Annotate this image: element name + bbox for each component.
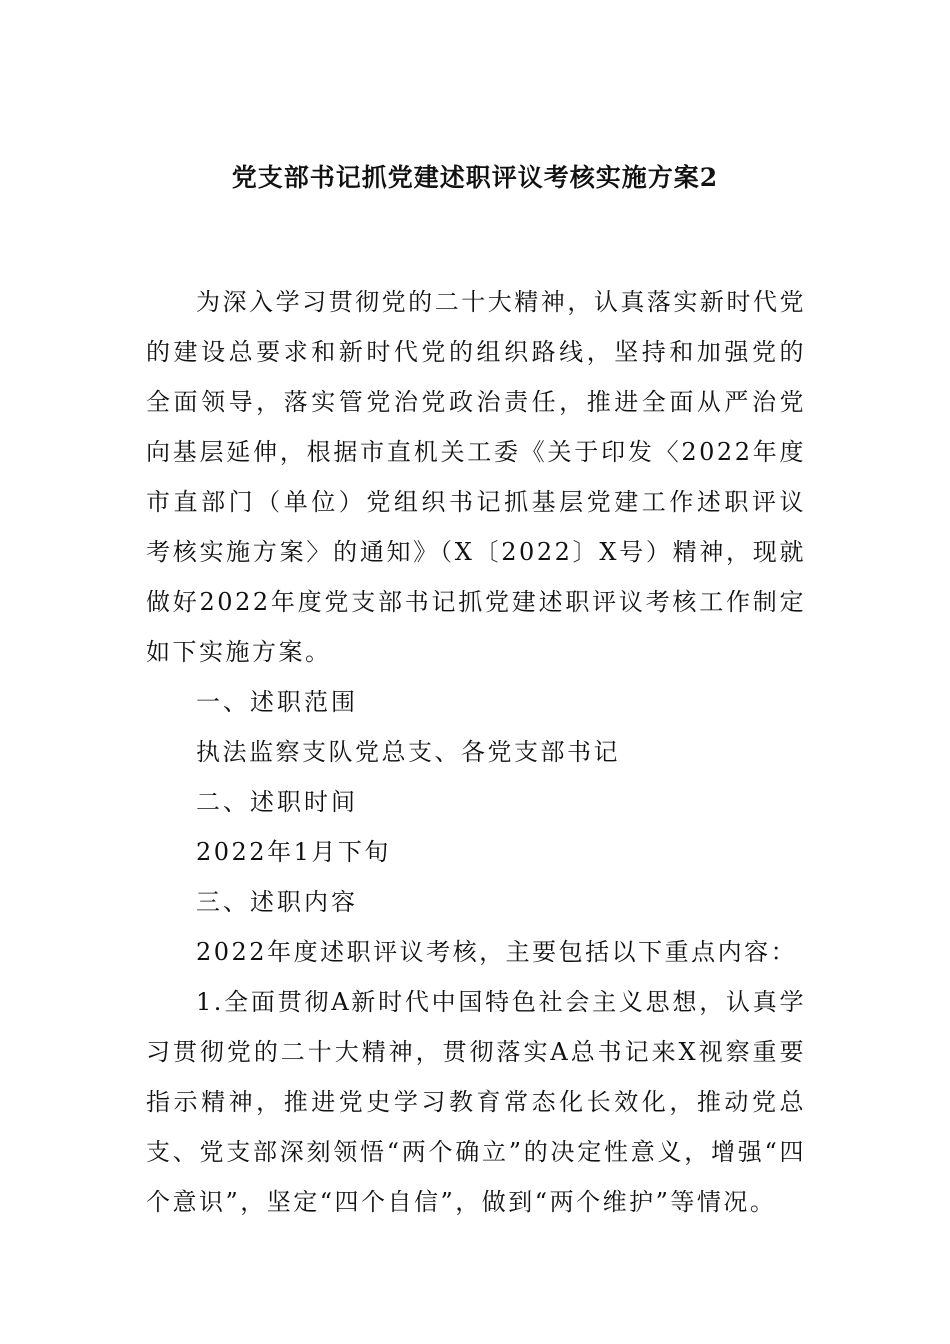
content-intro-paragraph: 2022年度述职评议考核，主要包括以下重点内容： [196,938,798,966]
section-heading-time: 二、述职时间 [196,788,358,816]
document-title: 党支部书记抓党建述职评议考核实施方案2 [231,163,719,192]
document-body [146,277,806,1227]
section-heading-content: 三、述职内容 [196,888,358,916]
section-heading-scope: 一、述职范围 [196,688,358,716]
scope-paragraph: 执法监察支队党总支、各党支部书记 [196,738,620,766]
intro-paragraph: 为深入学习贯彻党的二十大精神，认真落实新时代党的建设总要求和新时代党的组织路线，坚持和加强党的全面领导，落实管党治党政治责任，推进全面从严治党向基层延伸，根据市直机关工委《关于印发〈2022年度市直部门（单位）党组织书记抓基层党建工作述职评议考核实施方案〉的通知》（X〔2022〕X号）精神，现就做好2022年度党支部书记抓党建述职评议考核工作制定如下实施方案。 [146,288,806,666]
time-paragraph: 2022年1月下旬 [196,838,391,866]
content-item-1-paragraph: 1.全面贯彻A新时代中国特色社会主义思想，认真学习贯彻党的二十大精神，贯彻落实A总书记来X视察重要指示精神，推进党史学习教育常态化长效化，推动党总支、党支部深刻领悟“两个确立”的决定性意义，增强“四个意识”，坚定“四个自信”，做到“两个维护”等情况。 [146,988,806,1216]
